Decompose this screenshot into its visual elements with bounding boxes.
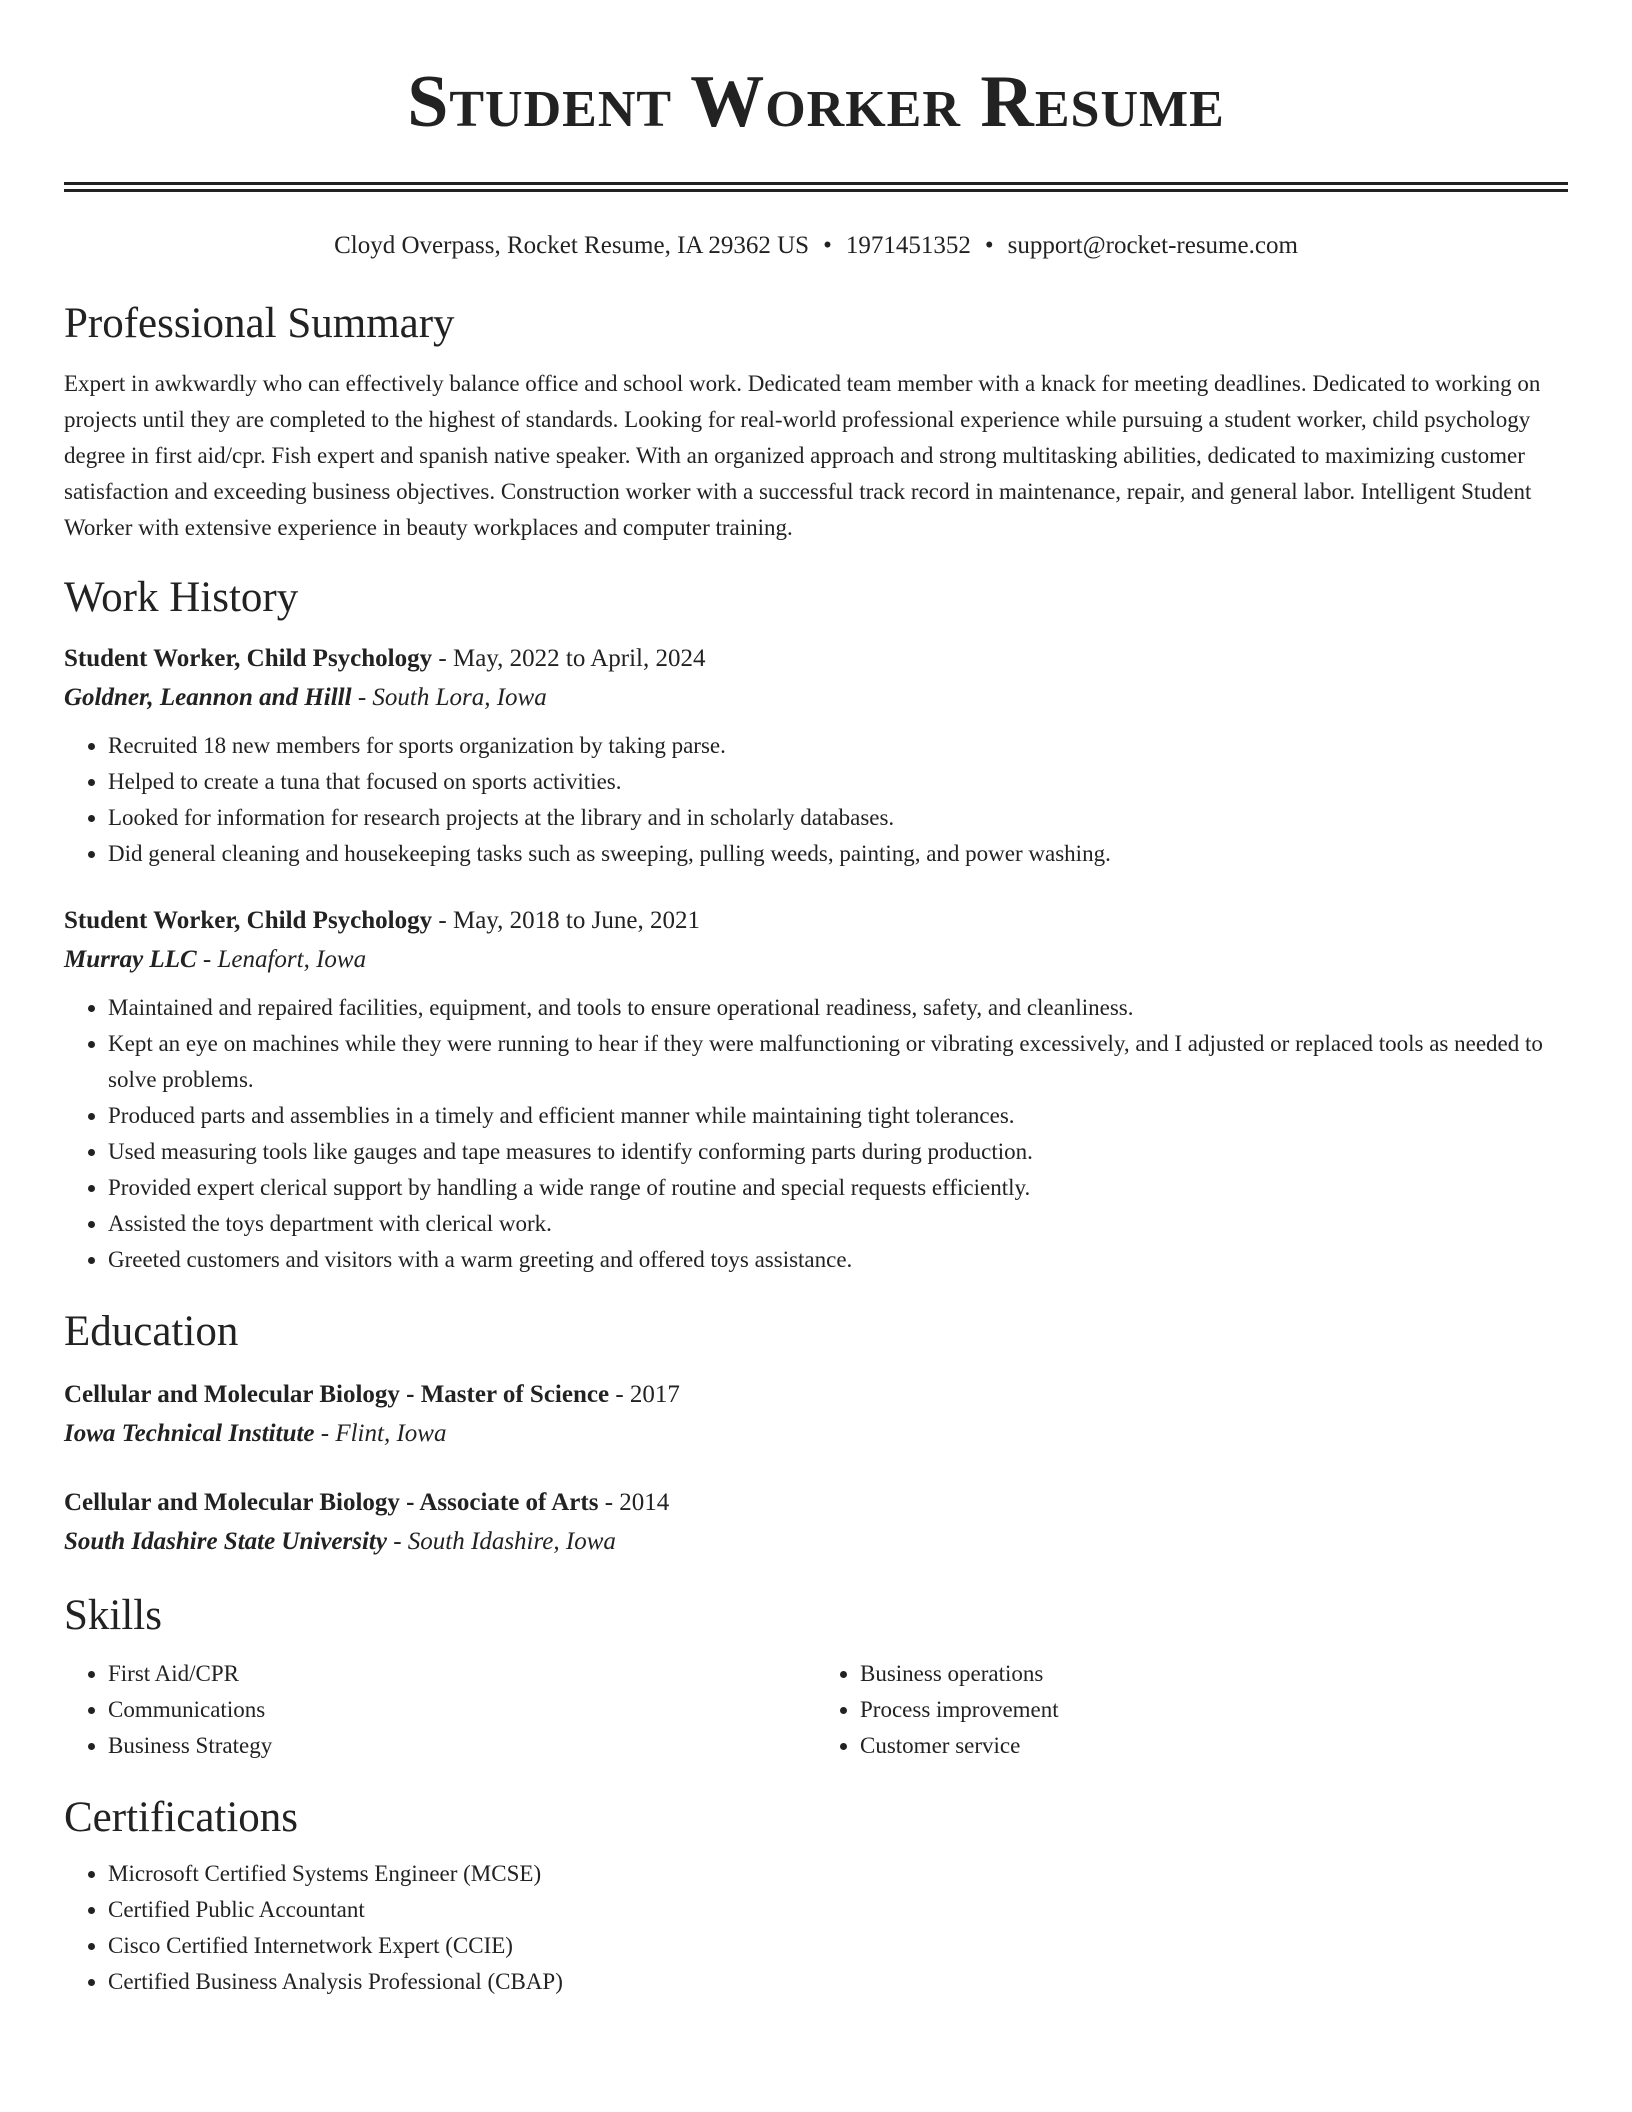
job-location: - Lenafort, Iowa	[196, 946, 367, 973]
job-company-line	[64, 678, 1568, 718]
job-company: Goldner, Leannon and Hilll	[64, 684, 352, 711]
certification-item: • Microsoft Certified Systems Engineer (MCSE)	[108, 1856, 1568, 1892]
education-school-line	[64, 1522, 1568, 1562]
education-heading: Education	[64, 1308, 239, 1355]
bullet-separator: •	[823, 232, 832, 259]
job-company: Murray LLC	[64, 946, 197, 973]
education-location: - South Idashire, Iowa	[386, 1528, 616, 1555]
contact-address: Cloyd Overpass, Rocket Resume, IA 29362 US	[334, 232, 810, 259]
job-duty: • Did general cleaning and housekeeping tasks such as sweeping, pulling weeds, painting, and power washing.	[108, 836, 1568, 872]
job-entry	[64, 640, 1568, 872]
job-company-line	[64, 940, 1568, 980]
job-duty: • Produced parts and assemblies in a timely and efficient manner while maintaining tight tolerances.	[108, 1098, 1568, 1134]
job-entry	[64, 902, 1568, 1278]
job-duty: • Maintained and repaired facilities, equipment, and tools to ensure operational readiness, safety, and cleanliness.	[108, 990, 1568, 1026]
summary-heading: Professional Summary	[64, 300, 455, 347]
job-duty: • Helped to create a tuna that focused on sports activities.	[108, 764, 1568, 800]
education-degree: Cellular and Molecular Biology - Associate of Arts	[64, 1489, 599, 1516]
job-title: Student Worker, Child Psychology	[64, 645, 433, 672]
job-title: Student Worker, Child Psychology	[64, 907, 433, 934]
job-duty: • Provided expert clerical support by handling a wide range of routine and special requests efficiently.	[108, 1170, 1568, 1206]
contact-email: support@rocket-resume.com	[1007, 232, 1298, 259]
job-title-line	[64, 902, 1568, 940]
education-school-line	[64, 1414, 1568, 1454]
job-duty: • Used measuring tools like gauges and tape measures to identify conforming parts during production.	[108, 1134, 1568, 1170]
resume-title: Student Worker Resume	[407, 61, 1225, 143]
skill-item: • Business Strategy	[108, 1728, 816, 1764]
education-school: South Idashire State University	[64, 1528, 387, 1555]
work-history-heading: Work History	[64, 574, 299, 621]
certification-item: • Certified Business Analysis Professional (CBAP)	[108, 1964, 1568, 2000]
skills-list-right	[816, 1656, 1568, 1764]
job-duty: • Looked for information for research projects at the library and in scholarly databases.	[108, 800, 1568, 836]
education-entry	[64, 1484, 1568, 1562]
education-school: Iowa Technical Institute	[64, 1420, 315, 1447]
skills-list-left	[64, 1656, 816, 1764]
certifications-list	[64, 1856, 1568, 2000]
skill-item: • First Aid/CPR	[108, 1656, 816, 1692]
skill-item: • Customer service	[860, 1728, 1568, 1764]
title-divider	[64, 182, 1568, 192]
certification-item: • Cisco Certified Internetwork Expert (CCIE)	[108, 1928, 1568, 1964]
education-degree-line	[64, 1376, 1568, 1414]
job-duty: • Recruited 18 new members for sports organization by taking parse.	[108, 728, 1568, 764]
education-year: - 2014	[598, 1489, 670, 1516]
contact-line	[64, 230, 1568, 262]
skill-item: • Business operations	[860, 1656, 1568, 1692]
job-duty: • Assisted the toys department with clerical work.	[108, 1206, 1568, 1242]
job-location: - South Lora, Iowa	[351, 684, 547, 711]
education-degree: Cellular and Molecular Biology - Master of Science	[64, 1381, 610, 1408]
job-duty: • Greeted customers and visitors with a warm greeting and offered toys assistance.	[108, 1242, 1568, 1278]
education-location: - Flint, Iowa	[314, 1420, 447, 1447]
contact-phone: 1971451352	[845, 232, 971, 259]
skills-heading: Skills	[64, 1592, 162, 1639]
skills-grid	[64, 1656, 1568, 1764]
job-duties-list	[64, 728, 1568, 872]
certifications-heading: Certifications	[64, 1794, 299, 1841]
job-duties-list	[64, 990, 1568, 1278]
job-duty: • Kept an eye on machines while they were running to hear if they were malfunctioning or vibrating excessively, and I adjusted or replaced tools as needed to solve problems.	[108, 1026, 1568, 1098]
education-entry	[64, 1376, 1568, 1454]
summary-text: Expert in awkwardly who can effectively balance office and school work. Dedicated team member with a knack for meeting deadlines. Dedicated to working on projects until they are completed to the highest of standards. Looking for real-world professional experience while pursuing a student worker, child psychology degree in first aid/cpr. Fish expert and spanish native speaker. With an organized approach and strong multitasking abilities, dedicated to maximizing customer satisfaction and exceeding business objectives. Construction worker with a successful track record in maintenance, repair, and general labor. Intelligent Student Worker with extensive experience in beauty workplaces and computer training.	[64, 371, 1541, 540]
job-title-line	[64, 640, 1568, 678]
bullet-separator: •	[984, 232, 994, 259]
job-dates: - May, 2022 to April, 2024	[432, 645, 706, 672]
job-dates: - May, 2018 to June, 2021	[432, 907, 700, 934]
certification-item: • Certified Public Accountant	[108, 1892, 1568, 1928]
education-year: - 2017	[609, 1381, 680, 1408]
skill-item: • Process improvement	[860, 1692, 1568, 1728]
skill-item: • Communications	[108, 1692, 816, 1728]
education-degree-line	[64, 1484, 1568, 1522]
